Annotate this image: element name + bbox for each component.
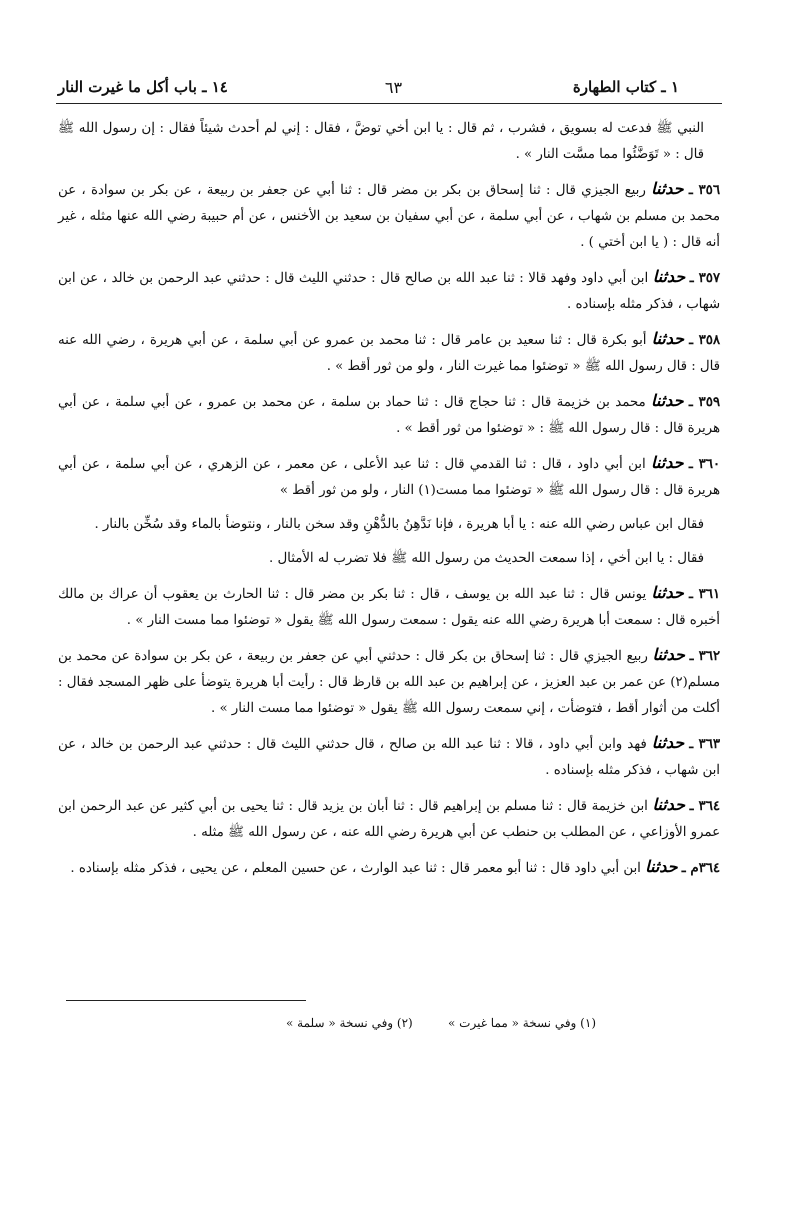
hadith-number: ٣٥٨ ـ: [689, 333, 720, 348]
header-rule: [56, 103, 722, 104]
paragraph-text: أبو بكرة قال : ثنا سعيد بن عامر قال : ثنا محمد بن عمرو عن أبي سلمة ، عن أبي هريرة ، رضي الله عنه قال : قال رسول الله ﷺ « توضئوا مما غيرت النار ، ولو من ثور أقط » .: [58, 333, 720, 374]
hadith-number: ٣٦٢ ـ: [689, 649, 721, 664]
hadith-paragraph: [58, 176, 720, 256]
hadith-number: ٣٦٤م ـ: [681, 861, 720, 876]
paragraph-text: يونس قال : ثنا عبد الله بن يوسف ، قال : ثنا بكر بن مضر قال : ثنا الحارث بن يعقوب أن عراك بن مالك أخبره قال : سمعت أبا هريرة رضي الله عنه يقول : سمعت رسول الله ﷺ يقول « توضئوا مما مست النار » .: [58, 587, 720, 628]
text-paragraph: [58, 512, 720, 538]
paragraph-text: محمد بن خزيمة قال : ثنا حجاج قال : ثنا حماد بن سلمة ، عن محمد بن عمرو ، عن أبي سلمة ، عن أبي هريرة قال : قال رسول الله ﷺ : « توضئوا من ثور أقط » .: [58, 395, 720, 436]
hadith-paragraph: [58, 264, 720, 318]
footnote-1: (١) وفي نسخة « مما غيرت »: [448, 1016, 596, 1030]
hadith-paragraph: [58, 450, 720, 504]
paragraph-text: فقال : يا ابن أخي ، إذا سمعت الحديث من رسول الله ﷺ فلا تضرب له الأمثال .: [269, 551, 704, 566]
paragraph-text: ابن خزيمة قال : ثنا مسلم بن إبراهيم قال : ثنا أبان بن يزيد قال : ثنا يحيى بن أبي كثير عن عبد الرحمن ابن عمرو الأوزاعي ، عن المطلب بن حنطب عن أبي هريرة رضي الله عنه ، عن رسول الله ﷺ مثله .: [58, 799, 720, 840]
narration-keyword: حدثنا: [651, 733, 685, 752]
narration-keyword: حدثنا: [645, 857, 678, 876]
hadith-number: ٣٥٩ ـ: [688, 395, 720, 410]
hadith-number: ٣٥٧ ـ: [689, 271, 721, 286]
hadith-paragraph: [58, 730, 720, 784]
hadith-paragraph: [58, 854, 720, 882]
paragraph-text: ابن أبي داود قال : ثنا أبو معمر قال : ثنا عبد الوارث ، عن حسين المعلم ، عن يحيى ، فذكر مثله بإسناده .: [70, 861, 641, 876]
hadith-paragraph: [58, 580, 720, 634]
footnote-rule: [66, 1000, 306, 1001]
narration-keyword: حدثنا: [651, 329, 685, 348]
paragraph-text: ربيع الجيزي قال : ثنا إسحاق بن بكر بن مضر قال : ثنا أبي عن جعفر بن ربيعة ، عن بكر بن سوادة ، عن محمد بن مسلم بن شهاب ، عن أبي سلمة ، عن أبي سفيان بن سعيد بن الأخنس ، عن أم حبيبة رضي الله عنها مثله ، غير أنه قال : ( يا ابن أختي ) .: [58, 183, 721, 250]
text-paragraph: [58, 116, 720, 168]
paragraph-text: ربيع الجيزي قال : ثنا إسحاق بن بكر قال : حدثني أبي عن جعفر بن ربيعة ، عن بكر بن سوادة عن محمد بن مسلم(٢) عن عمر بن عبد العزيز ، عن إبراهيم بن عبد الله بن قارظ قال : رأيت أبا هريرة يتوضأ على ظهر المسجد فقال : أكلت من أثوار أقط ، فتوضأت ، إني سمعت رسول الله ﷺ يقول « توضئوا مما مست النار » .: [58, 649, 720, 716]
hadith-number: ٣٦٠ ـ: [688, 457, 721, 472]
hadith-number: ٣٥٦ ـ: [688, 183, 720, 198]
section-title: ١٤ ـ باب أكل ما غيرت النار: [58, 78, 228, 96]
main-text: [58, 116, 720, 890]
page-number: ٦٣: [384, 78, 403, 97]
narration-keyword: حدثنا: [651, 453, 684, 472]
narration-keyword: حدثنا: [652, 645, 685, 664]
footnote-2: (٢) وفي نسخة « سلمة »: [286, 1016, 413, 1030]
paragraph-text: ابن أبي داود وفهد قالا : ثنا عبد الله بن صالح قال : حدثني الليث قال : حدثني عبد الرحمن بن خالد ، عن ابن شهاب ، فذكر مثله بإسناده .: [58, 271, 720, 312]
paragraph-text: فهد وابن أبي داود ، قالا : ثنا عبد الله بن صالح ، قال حدثني الليث قال : حدثني عبد الرحمن بن خالد ، عن ابن شهاب ، فذكر مثله بإسناده .: [58, 737, 720, 778]
narration-keyword: حدثنا: [651, 179, 684, 198]
text-paragraph: [58, 546, 720, 572]
narration-keyword: حدثنا: [652, 795, 685, 814]
hadith-paragraph: [58, 388, 720, 442]
hadith-number: ٣٦٣ ـ: [689, 737, 720, 752]
chapter-title: ١ ـ كتاب الطهارة: [572, 78, 679, 96]
hadith-paragraph: [58, 326, 720, 380]
narration-keyword: حدثنا: [652, 267, 686, 286]
paragraph-text: النبي ﷺ فدعت له بسويق ، فشرب ، ثم قال : يا ابن أخي توضَّ ، فقال : إني لم أحدث شيئاً فقال : إن رسول الله ﷺ قال : « تَوَضَّئُوا مما مسَّت النار » .: [58, 121, 704, 162]
paragraph-text: ابن أبي داود ، قال : ثنا القدمي قال : ثنا عبد الأعلى ، عن معمر ، عن الزهري ، عن أبي سلمة ، عن أبي هريرة قال : قال رسول الله ﷺ « توضئوا مما مست(١) النار ، ولو من ثور أقط »: [58, 457, 720, 498]
hadith-number: ٣٦٤ ـ: [689, 799, 720, 814]
hadith-paragraph: [58, 642, 720, 722]
hadith-number: ٣٦١ ـ: [689, 587, 720, 602]
paragraph-text: فقال ابن عباس رضي الله عنه : يا أبا هريرة ، فإنا نَدَّهِنُ بالدُّهْنِ وقد سخن بالنار ، ونتوضأ بالماء وقد سُخِّن بالنار .: [94, 517, 704, 532]
hadith-paragraph: [58, 792, 720, 846]
narration-keyword: حدثنا: [651, 583, 684, 602]
narration-keyword: حدثنا: [651, 391, 684, 410]
